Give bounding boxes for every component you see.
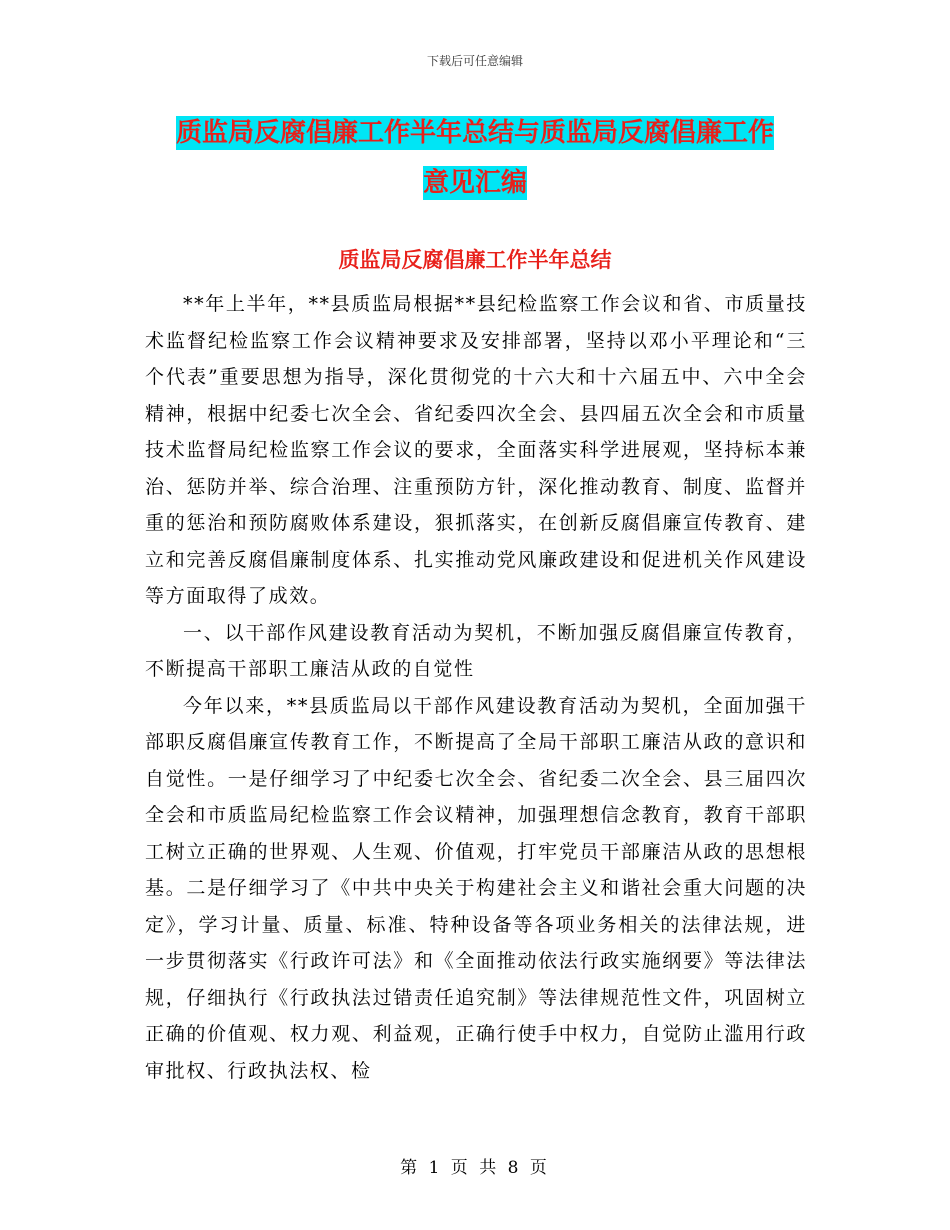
title-line-1: 质监局反腐倡廉工作半年总结与质监局反腐倡廉工作 [175, 118, 774, 148]
document-title [150, 108, 800, 208]
paragraph-detail: 今年以来，**县质监局以干部作风建设教育活动为契机，全面加强干部职反腐倡廉宣传教育工作，不断提高了全局干部职工廉洁从政的意识和自觉性。一是仔细学习了中纪委七次全会、省纪委二次全会、县三届四次全会和市质监局纪检监察工作会议精神，加强理想信念教育，教育干部职工树立正确的世界观、人生观、价值观，打牢党员干部廉洁从政的思想根基。二是仔细学习了《中共中央关于构建社会主义和谐社会重大问题的决定》，学习计量、质量、标准、特种设备等各项业务相关的法律法规，进一步贯彻落实《行政许可法》和《全面推动依法行政实施纲要》等法律法规，仔细执行《行政执法过错责任追究制》等法律规范性文件，巩固树立正确的价值观、权力观、利益观，正确行使手中权力，自觉防止滥用行政审批权、行政执法权、检 [145, 694, 807, 1082]
page-number: 第 1 页 共 8 页 [400, 1158, 550, 1178]
paragraph-intro: **年上半年，**县质监局根据**县纪检监察工作会议和省、市质量技术监督纪检监察工作会议精神要求及安排部署，坚持以邓小平理论和“三个代表”重要思想为指导，深化贯彻党的十六大和十六届五中、六中全会精神，根据中纪委七次全会、省纪委四次全会、县四届五次全会和市质量技术监督局纪检监察工作会议的要求，全面落实科学进展观，坚持标本兼治、惩防并举、综合治理、注重预防方针，深化推动教育、制度、监督并重的惩治和预防腐败体系建设，狠抓落实，在创新反腐倡廉宣传教育、建立和完善反腐倡廉制度体系、扎实推动党风廉政建设和促进机关作风建设等方面取得了成效。 [145, 293, 807, 607]
header-note: 下载后可任意编辑 [426, 54, 523, 68]
section-title: 质监局反腐倡廉工作半年总结 [338, 248, 612, 272]
title-line-2: 意见汇编 [422, 168, 527, 198]
paragraph-heading-1: 一、以干部作风建设教育活动为契机，不断加强反腐倡廉宣传教育，不断提高干部职工廉洁从政的自觉性 [145, 621, 807, 680]
document-body [145, 286, 807, 1089]
